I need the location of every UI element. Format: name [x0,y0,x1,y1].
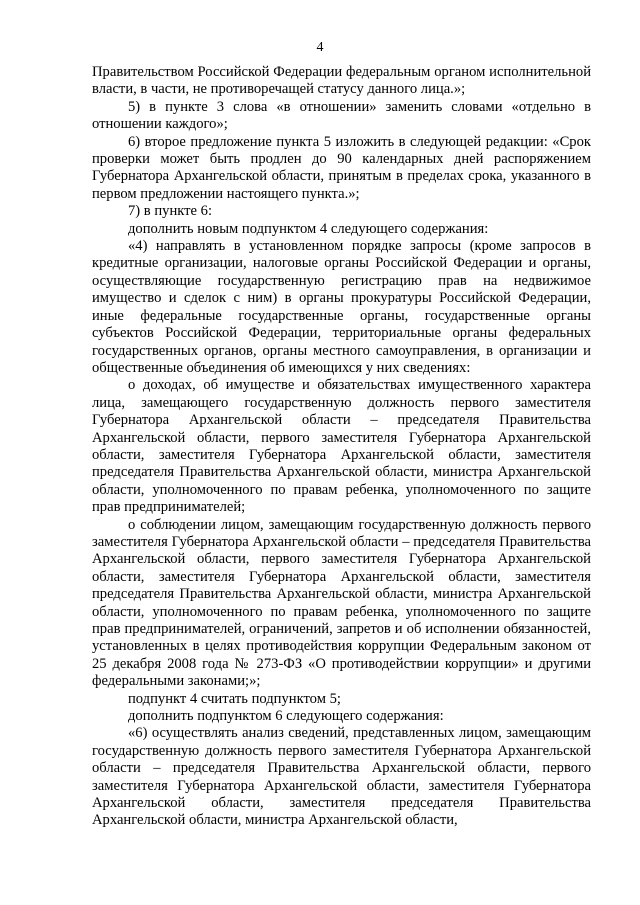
paragraph-item-5: 5) в пункте 3 слова «в отношении» заменить словами «отдельно в отношении каждого»; [92,98,591,133]
paragraph-income-info: о доходах, об имуществе и обязательствах имущественного характера лица, замещающего государственную должность первого заместителя Губернатора Архангельской области – председателя Правительства Архангельской области, первого заместителя Губернатора Архангельской области, заместителя Губернатора Архангельской области, заместителя председателя Правительства Архангельской области, министра Архангельской области, уполномоченного по правам ребенка, уполномоченного по защите прав предпринимателей; [92,377,591,516]
paragraph-add-subitem-4: дополнить новым подпунктом 4 следующего содержания: [128,220,489,237]
document-body [92,64,591,830]
paragraph-item-6: 6) второе предложение пункта 5 изложить в следующей редакции: «Срок проверки может быть продлен до 90 календарных дней распоряжением Губернатора Архангельской области, принятым в пределах срока, указанного в первом предложении настоящего пункта.»; [92,133,591,202]
paragraph-continuation: Правительством Российской Федерации федеральным органом исполнительной власти, в части, не противоречащей статусу данного лица.»; [92,64,591,98]
paragraph-add-subitem-6: дополнить подпунктом 6 следующего содержания: [128,708,444,725]
page-number: 4 [316,40,324,55]
paragraph-renumber: подпункт 4 считать подпунктом 5; [128,690,341,707]
paragraph-item-7: 7) в пункте 6: [128,203,213,220]
paragraph-subitem-6-text: «6) осуществлять анализ сведений, представленных лицом, замещающим государственную должность первого заместителя Губернатора Архангельской области – председателя Правительства Архангельской области, первого заместителя Губернатора Архангельской области, заместителя Губернатора Архангельской области, заместителя председателя Правительства Архангельской области, министра Архангельской области, [92,725,591,829]
paragraph-compliance-info: о соблюдении лицом, замещающим государственную должность первого заместителя Губернатора Архангельской области – председателя Правительства Архангельской области, первого заместителя Губернатора Архангельской области, заместителя Губернатора Архангельской области, заместителя председателя Правительства Архангельской области, министра Архангельской области, уполномоченного по правам ребенка, уполномоченного по защите прав предпринимателей, ограничений, запретов и об исполнении обязанностей, установленных в целях противодействия коррупции Федеральным законом от 25 декабря 2008 года № 273-ФЗ «О противодействии коррупции» и другими федеральными законами;»; [92,516,591,690]
paragraph-subitem-4-text: «4) направлять в установленном порядке запросы (кроме запросов в кредитные организации, налоговые органы Российской Федерации и органы, осуществляющие государственную регистрацию прав на недвижимое имущество и сделок с ним) в органы прокуратуры Российской Федерации, иные федеральные государственные органы, государственные органы субъектов Российской Федерации, территориальные органы федеральных государственных органов, органы местного самоуправления, в организации и общественные объединения об имеющихся у них сведениях: [92,238,591,376]
